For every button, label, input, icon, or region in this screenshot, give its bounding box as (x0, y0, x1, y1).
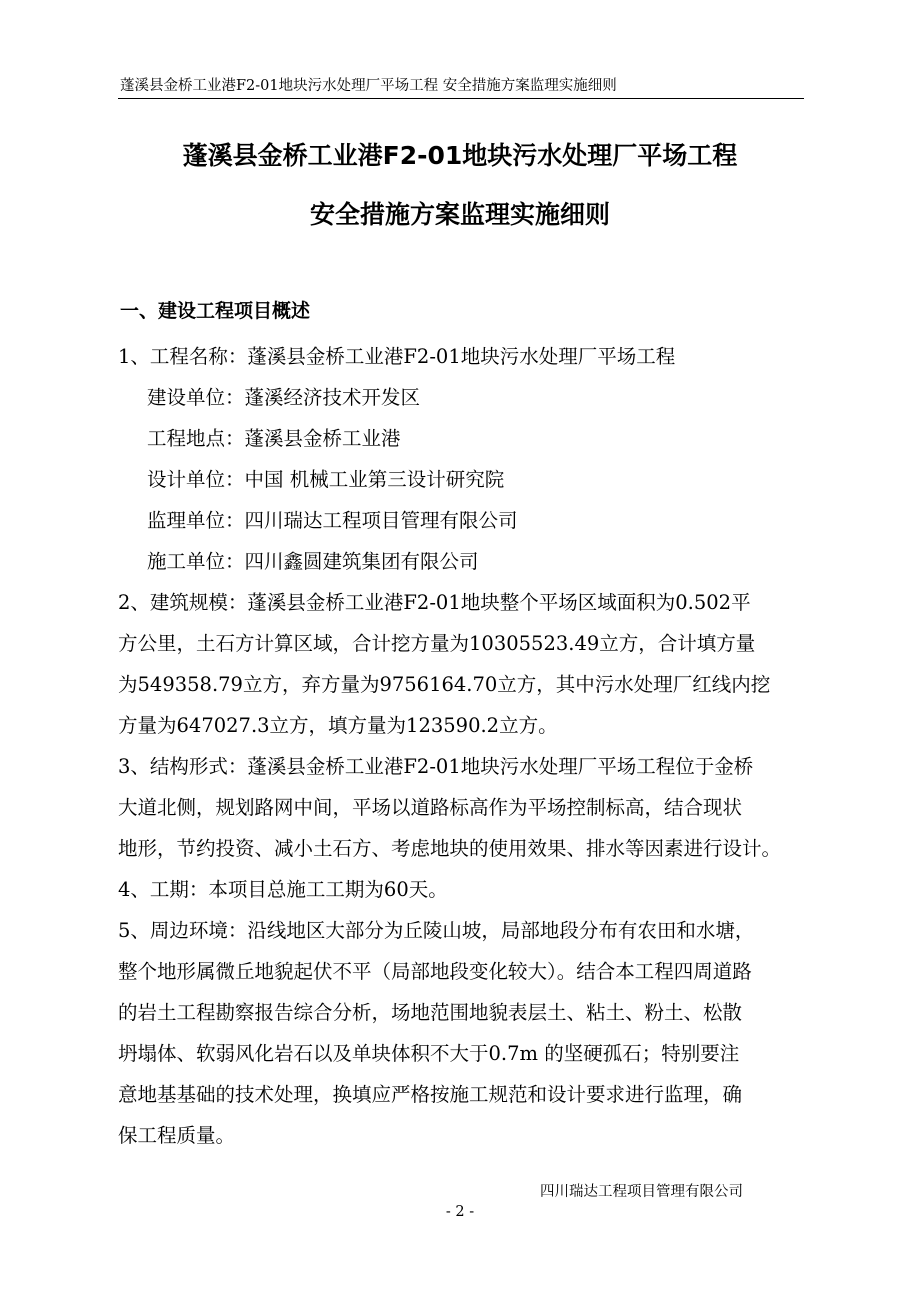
project-location-line: 工程地点：蓬溪县金桥工业港 (147, 427, 401, 450)
scale-paragraph-line: 2、建筑规模：蓬溪县金桥工业港F2-01地块整个平场区域面积为0.502平 (118, 591, 751, 614)
environment-paragraph-line: 的岩土工程勘察报告综合分析，场地范围地貌表层土、粘土、粉土、松散 (118, 1001, 743, 1024)
scale-paragraph-line: 方公里，土石方计算区域，合计挖方量为10305523.49立方，合计填方量 (118, 632, 756, 655)
environment-paragraph-line: 整个地形属微丘地貌起伏不平（局部地段变化较大）。结合本工程四周道路 (118, 960, 752, 983)
contractor-line: 施工单位：四川鑫圆建筑集团有限公司 (147, 550, 479, 573)
supervision-unit-line: 监理单位：四川瑞达工程项目管理有限公司 (147, 509, 518, 532)
running-header: 蓬溪县金桥工业港F2-01地块污水处理厂平场工程 安全措施方案监理实施细则 (120, 78, 617, 94)
structure-paragraph-line: 3、结构形式：蓬溪县金桥工业港F2-01地块污水处理厂平场工程位于金桥 (118, 755, 754, 778)
document-title-line-1: 蓬溪县金桥工业港F2-01地块污水处理厂平场工程 (182, 141, 738, 170)
document-title-line-2: 安全措施方案监理实施细则 (309, 200, 610, 229)
structure-paragraph-line: 地形，节约投资、减小土石方、考虑地块的使用效果、排水等因素进行设计。 (118, 837, 782, 860)
environment-paragraph-line: 坍塌体、软弱风化岩石以及单块体积不大于0.7m 的坚硬孤石；特别要注 (118, 1042, 740, 1065)
project-name-line: 1、工程名称：蓬溪县金桥工业港F2-01地块污水处理厂平场工程 (118, 345, 676, 368)
scale-paragraph-line: 方量为647027.3立方，填方量为123590.2立方。 (118, 714, 558, 737)
section-body (118, 336, 802, 1156)
environment-paragraph-line: 5、周边环境：沿线地区大部分为丘陵山坡，局部地段分布有农田和水塘， (118, 919, 755, 942)
schedule-line: 4、工期：本项目总施工工期为60天。 (118, 878, 448, 901)
page-number: - 2 - (445, 1204, 475, 1220)
header-divider (118, 98, 804, 99)
section-heading: 一、建设工程项目概述 (120, 300, 311, 322)
design-unit-line: 设计单位：中国 机械工业第三设计研究院 (147, 468, 505, 491)
structure-paragraph-line: 大道北侧，规划路网中间，平场以道路标高作为平场控制标高，结合现状 (118, 796, 743, 819)
environment-paragraph-line: 意地基基础的技术处理，换填应严格按施工规范和设计要求进行监理，确 (118, 1083, 743, 1106)
construction-unit-line: 建设单位：蓬溪经济技术开发区 (147, 386, 421, 409)
environment-paragraph-line: 保工程质量。 (118, 1124, 236, 1147)
footer-company: 四川瑞达工程项目管理有限公司 (540, 1184, 743, 1200)
scale-paragraph-line: 为549358.79立方，弃方量为9756164.70立方，其中污水处理厂红线内挖 (118, 673, 771, 696)
